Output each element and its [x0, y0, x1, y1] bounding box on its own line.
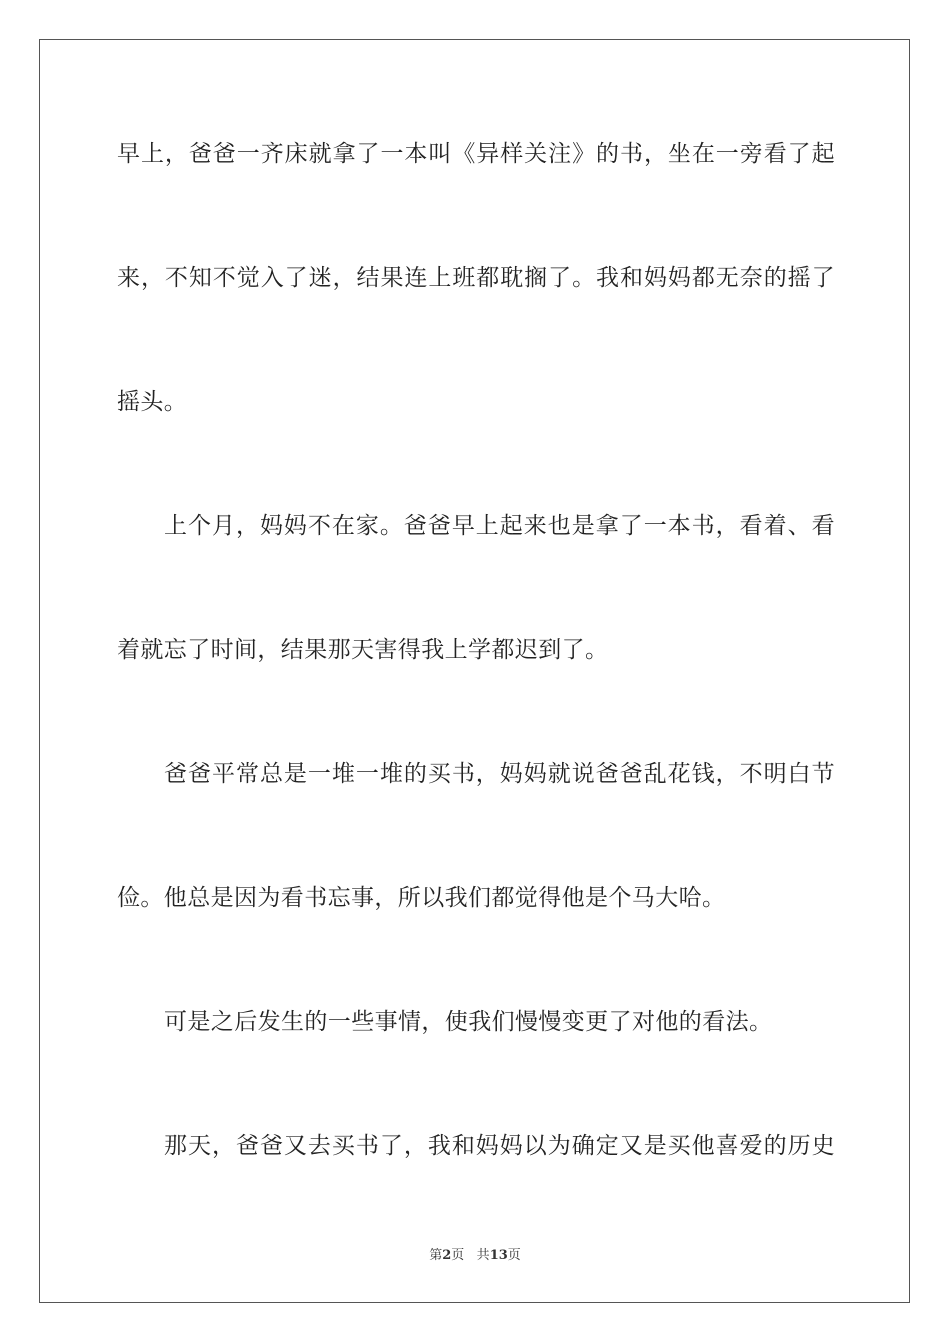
body-line-9: 那天，爸爸又去买书了，我和妈妈以为确定又是买他喜爱的历史 [164, 1133, 835, 1159]
body-line-2: 来，不知不觉入了迷，结果连上班都耽搁了。我和妈妈都无奈的摇了 [117, 265, 835, 291]
footer-total-prefix: 共 [476, 1248, 490, 1263]
footer-page-suffix: 页 [451, 1248, 465, 1263]
footer-page-number: 2 [442, 1248, 452, 1263]
body-line-3: 摇头。 [117, 389, 188, 415]
body-line-6: 爸爸平常总是一堆一堆的买书，妈妈就说爸爸乱花钱，不明白节 [164, 761, 835, 787]
body-line-1: 早上，爸爸一齐床就拿了一本叫《异样关注》的书，坐在一旁看了起 [117, 141, 835, 167]
footer-page-prefix: 第 [429, 1248, 443, 1263]
footer-total-pages: 13 [489, 1248, 508, 1263]
footer-total-suffix: 页 [507, 1248, 521, 1263]
page-border [39, 39, 910, 1303]
page-footer [0, 1247, 950, 1265]
body-line-5: 着就忘了时间，结果那天害得我上学都迟到了。 [117, 637, 609, 663]
body-line-4: 上个月，妈妈不在家。爸爸早上起来也是拿了一本书，看着、看 [164, 513, 835, 539]
body-line-8: 可是之后发生的一些事情，使我们慢慢变更了对他的看法。 [164, 1009, 773, 1035]
body-line-7: 俭。他总是因为看书忘事，所以我们都觉得他是个马大哈。 [117, 885, 726, 911]
